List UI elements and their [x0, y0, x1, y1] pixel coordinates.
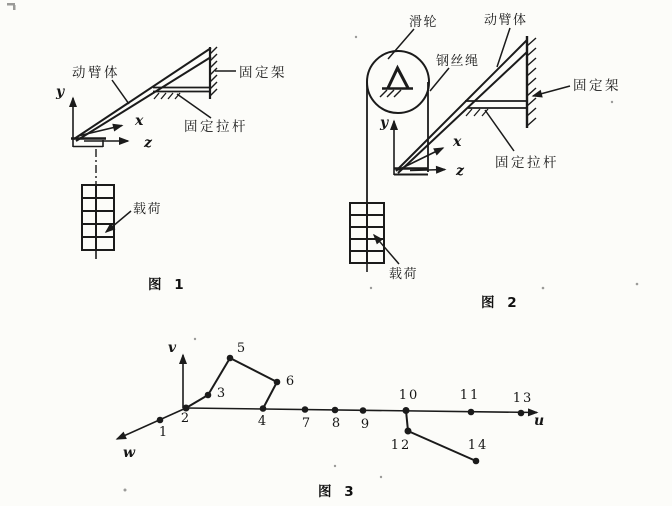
figure3-node-graph — [117, 340, 544, 500]
fig3-v-axis-label: v — [168, 340, 177, 356]
fig1-caption: 图 1 — [148, 277, 188, 293]
fig2-load-box — [350, 203, 384, 263]
fig3-u-axis-label: u — [534, 413, 545, 429]
figure1-crane-diagram — [55, 47, 287, 293]
fig3-w-axis-label: w — [123, 445, 136, 461]
fig3-edge-5-6 — [230, 358, 277, 382]
fig1-label-boom: 动臂体 — [72, 65, 120, 81]
fig2-wire-rope-leader — [430, 68, 449, 91]
fig1-load-leader-arrow — [106, 211, 131, 232]
fig1-load-box — [82, 185, 114, 250]
fig3-node-dot-5 — [227, 355, 234, 362]
fig3-node-label-7: 7 — [301, 416, 311, 431]
fig1-tie-rod-leader — [177, 94, 211, 118]
fig3-edge-2-3 — [186, 395, 208, 408]
fig3-node-label-10: 10 — [398, 388, 420, 403]
fig2-label-pulley: 滑轮 — [409, 15, 439, 30]
fig3-caption: 图 3 — [318, 484, 358, 500]
fig2-label-boom: 动臂体 — [484, 13, 528, 28]
fig2-pulley-support-symbol — [380, 68, 413, 97]
fig2-label-fixed-tie-rod: 固定拉杆 — [495, 155, 559, 171]
fig1-load-assembly — [82, 149, 114, 259]
fig3-node-label-6: 6 — [285, 374, 295, 389]
fig3-node-dot-4 — [260, 405, 267, 412]
fig3-w-axis-arrow — [117, 408, 186, 439]
fig1-label-fixed-tie-rod: 固定拉杆 — [184, 119, 248, 135]
fig3-node-label-5: 5 — [236, 341, 246, 356]
figure2-crane-pulley-diagram — [350, 12, 621, 311]
fig3-node-dot-9 — [360, 407, 367, 414]
fig3-node-label-4: 4 — [257, 414, 267, 429]
fig2-z-axis-label: z — [456, 163, 464, 179]
fig2-tie-rod-hatching — [466, 109, 488, 116]
fig1-y-axis-label: y — [56, 84, 65, 100]
fig3-node-label-9: 9 — [360, 417, 370, 432]
fig2-tie-rod — [465, 101, 527, 116]
fig3-node-label-8: 8 — [331, 416, 341, 431]
fig1-pivot-bracket — [71, 139, 106, 148]
fig2-boom-leader — [497, 28, 510, 67]
fig3-node-dot-6 — [274, 379, 281, 386]
fig2-wall-hatching — [527, 38, 536, 126]
fig2-fixed-frame-wall — [527, 36, 536, 128]
fig3-node-dot-14 — [473, 458, 480, 465]
fig1-x-axis-label: x — [135, 113, 144, 129]
fig3-edge-6-4 — [263, 382, 277, 409]
fig3-node-dot-3 — [205, 392, 212, 399]
fig3-node-label-13: 13 — [512, 391, 534, 406]
fig1-label-load: 载荷 — [133, 202, 163, 217]
fig1-boom-leader — [112, 80, 129, 104]
fig2-tie-rod-leader — [485, 110, 514, 151]
fig3-node-label-2: 2 — [180, 411, 190, 426]
fig3-node-dot-12 — [405, 428, 412, 435]
fig2-z-axis-arrow — [410, 170, 445, 171]
fig1-label-fixed-frame: 固定架 — [239, 65, 287, 81]
fig1-tie-rod-hatching — [154, 93, 180, 99]
fig2-pulley — [367, 51, 429, 113]
fig3-node-dot-10 — [403, 407, 410, 414]
fig3-node-label-1: 1 — [158, 425, 168, 440]
fig2-x-axis-label: x — [453, 134, 462, 150]
fig3-node-label-14: 14 — [467, 438, 489, 453]
fig2-caption: 图 2 — [481, 295, 521, 311]
fig3-node-dot-8 — [332, 407, 339, 414]
fig3-node-dot-11 — [468, 409, 475, 416]
fig3-node-dot-1 — [157, 417, 164, 424]
fig3-node-labels — [159, 341, 533, 453]
fig3-node-label-3: 3 — [216, 386, 226, 401]
fig2-label-wire-rope: 钢丝绳 — [436, 54, 480, 69]
fig2-pulley-circle — [367, 51, 429, 113]
fig3-node-label-12: 12 — [390, 438, 412, 453]
fig3-node-dot-13 — [518, 410, 525, 417]
fig2-label-load: 载荷 — [389, 267, 419, 282]
fig3-node-dot-7 — [302, 406, 309, 413]
fig2-load-leader-arrow — [374, 235, 399, 264]
fig2-y-axis-label: y — [380, 115, 389, 131]
fig2-load-assembly — [350, 203, 384, 272]
fig3-node-label-11: 11 — [459, 388, 481, 403]
fig1-fixed-frame-wall — [210, 47, 217, 99]
fig3-edge-12-14 — [408, 431, 476, 461]
fig2-wire-rope — [367, 82, 428, 203]
fig2-frame-leader-arrow — [533, 86, 570, 96]
fig2-label-fixed-frame: 固定架 — [573, 78, 621, 94]
fig1-z-axis-label: z — [144, 135, 152, 151]
